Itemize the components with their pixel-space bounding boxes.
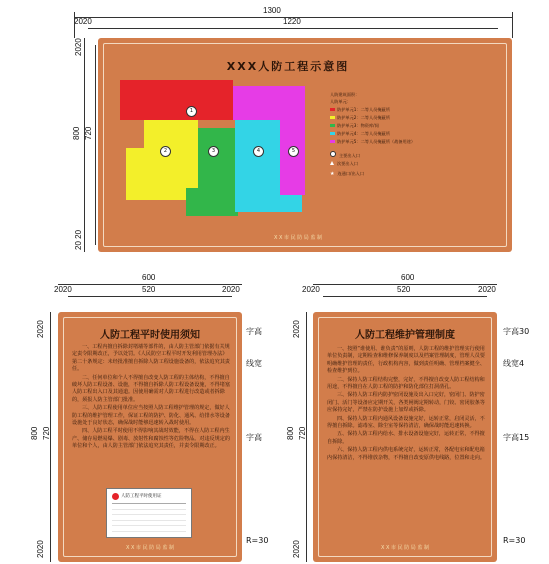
legend-swatch-2 <box>330 116 335 119</box>
maintenance-paragraph-4: 四、保持人防工程内通风设备设施完好，运转正常，启闭灵活，不得擅自拆除。滤毒室、除尘室等保持清洁，确保战时能迅速转换。 <box>327 415 485 430</box>
legend-marker-secondary-entrance <box>330 161 358 167</box>
legend-heading: 人防建筑面积： <box>330 92 360 97</box>
maintenance-rules-footer: X X 市 民 防 局 监 制 <box>381 545 429 551</box>
unit-4-label: 4 <box>253 146 264 157</box>
font-size-title-annotation: 字高30 <box>503 327 530 336</box>
maintenance-paragraph-1: 一、按照“谁使用、谁负责”的原则，人防工程的维护管理实行使用单位负责制，定期检查和维修保养制度以及档案管理制度，管理人员要明确维护管理的责任，行政机构内容，做到责任明确、管理档案健全、检查维护到位。 <box>327 346 485 375</box>
legend-label-2: 防护单元2：二等人员掩蔽所 <box>337 115 390 120</box>
right-height-line <box>306 312 307 562</box>
use-notice-panel <box>58 312 242 562</box>
certificate-title: 人防工程平时使用证 <box>121 494 162 499</box>
right-inner-width-dimension: 520 <box>397 285 411 294</box>
star-icon: ★ <box>330 171 335 177</box>
inner-width-dimension: 1220 <box>283 17 301 26</box>
left-extension-line <box>74 12 75 38</box>
left-height-line <box>50 312 51 562</box>
maintenance-rules-panel <box>313 312 497 562</box>
unit-3-zone-lower <box>186 188 238 216</box>
legend-label-1: 防护单元1：二等人员掩蔽所 <box>337 107 390 112</box>
inner-width-line <box>88 28 498 29</box>
font-size-body-annotation: 字高15 <box>503 433 530 442</box>
unit-5-label: 5 <box>288 146 299 157</box>
maintenance-rules-body <box>327 346 485 463</box>
map-title: XXX人防工程示意图 <box>226 60 350 73</box>
use-notice-title: 人防工程平时使用须知 <box>100 330 200 341</box>
inner-height-dimension: 720 <box>84 126 93 140</box>
use-notice-paragraph-1: 一、工程内擅自拆除封堵墙等部件的，由人防主管部门依据有关规定责令限期改正，予以处罚。《人民防空工程平时开发利用管理办法》第二十条规定：未经批准擅自拆除人防工程设施设备的，依法追究其责任。 <box>72 344 230 373</box>
secondary-entrance-icon <box>330 161 334 165</box>
left-inner-height-dimension: 720 <box>42 426 51 440</box>
use-notice-paragraph-4: 四、人防工程平时使用不得影响其战时效能，不得在人防工程内生产、储存易燃易爆、剧毒、放射性和腐蚀性等危险物品。对违反规定的单位和个人，由人防主管部门依法追究其责任，并责令限期改正。 <box>72 428 230 450</box>
right-margin-bottom-dimension: 2020 <box>292 540 301 558</box>
legend-swatch-5 <box>330 140 335 143</box>
connection-label: 连通口/出入口 <box>337 171 365 176</box>
main-entrance-icon <box>330 151 336 157</box>
legend-swatch-3 <box>330 124 335 127</box>
left-overall-height-dimension: 800 <box>30 426 39 440</box>
unit-2-label: 2 <box>160 146 171 157</box>
top-margin-dimension: 2020 <box>74 38 83 56</box>
secondary-entrance-label: 次要出入口 <box>337 161 358 166</box>
legend-label-4: 防护单元4：二等人员掩蔽所 <box>337 131 390 136</box>
left-font-body-annotation: 字高 <box>246 433 262 442</box>
left-margin-left-dimension: 2020 <box>54 285 72 294</box>
right-margin-top-dimension: 2020 <box>292 320 301 338</box>
right-overall-width-dimension: 600 <box>401 273 415 282</box>
use-notice-paragraph-3: 三、人防工程使用单位应当按照人防工程维护管理的规定，做好人防工程的维护管理工作，保证工程的防护、防化、通风、给排水等设备设施处于良好状态，确保战时能够迅速转入战时使用。 <box>72 405 230 427</box>
certificate-table <box>112 503 186 534</box>
right-inner-width-line <box>323 296 487 297</box>
left-margin-bottom-dimension: 2020 <box>36 540 45 558</box>
right-margin-left-dimension: 2020 <box>302 285 320 294</box>
corner-radius-annotation: R=30 <box>503 536 526 545</box>
line-width-annotation: 线宽4 <box>503 359 525 368</box>
left-line-width-annotation: 线宽 <box>246 359 262 368</box>
legend-item-4 <box>330 131 390 137</box>
height-line-outer <box>84 38 85 252</box>
use-notice-footer: X X 市 民 防 局 监 制 <box>126 545 174 551</box>
unit-3-label: 3 <box>208 146 219 157</box>
legend-item-1 <box>330 107 390 113</box>
overall-width-dimension: 1300 <box>263 6 281 15</box>
left-font-title-annotation: 字高 <box>246 327 262 336</box>
legend-label-3: 防护单元3：物资库/间 <box>337 123 379 128</box>
right-margin-right-dimension: 2020 <box>478 285 496 294</box>
right-inner-height-dimension: 720 <box>298 426 307 440</box>
use-notice-paragraph-2: 二、任何单位和个人不得擅自改变人防工程的主体结构，不得擅自破坏人防工程设备、设施，不得擅自拆除人防工程设备设施，不得堵塞人防工程出入口及其通道。因使用确需对人防工程进行改造或者拆除的，须报人防主管部门批准。 <box>72 374 230 403</box>
certificate-emblem-icon <box>112 493 119 500</box>
right-extension-line <box>512 12 513 38</box>
left-margin-top-dimension: 2020 <box>36 320 45 338</box>
legend-item-units: 人防单元： <box>330 99 351 104</box>
usage-certificate <box>106 488 192 538</box>
legend-item-5 <box>330 139 415 145</box>
map-footer: X X 市 民 防 局 监 制 <box>274 235 322 241</box>
map-panel <box>98 38 512 252</box>
top-margin-left-dimension: 2020 <box>74 17 92 26</box>
unit-5-zone-top <box>233 86 305 120</box>
legend-item-2 <box>330 115 390 121</box>
left-inner-width-dimension: 520 <box>142 285 156 294</box>
left-inner-width-line <box>68 296 232 297</box>
legend-item-3 <box>330 123 379 129</box>
legend-swatch-1 <box>330 108 335 111</box>
maintenance-paragraph-5: 五、保持人防工程内给水、排水设备设施完好，运转正常，不得擅自拆除。 <box>327 431 485 445</box>
bottom-margin-dimension: 20 20 <box>74 229 83 250</box>
main-entrance-label: 主要出入口 <box>339 153 360 158</box>
left-corner-radius-annotation: R=30 <box>246 536 269 545</box>
height-line-inner <box>95 45 96 245</box>
maintenance-paragraph-6: 六、保持人防工程内供电系统完好，运转正常，各配电室和配电箱内保持清洁，不得堆放杂物，不得擅自改变原供电线路，位置和走向。 <box>327 447 485 461</box>
unit-1-zone <box>120 80 233 120</box>
unit-1-label: 1 <box>186 106 197 117</box>
use-notice-body <box>72 344 230 452</box>
legend-label-5: 防护单元5：二等人员掩蔽所（战备用途） <box>337 139 416 144</box>
maintenance-rules-title: 人防工程维护管理制度 <box>355 330 455 341</box>
unit-5-zone <box>280 120 305 195</box>
legend-swatch-4 <box>330 132 335 135</box>
maintenance-paragraph-2: 二、保持人防工程结构完整，完好，不得擅自改变人防工程结构和用途，不得擅自在人防工程的防护和防化部位打洞凿孔。 <box>327 376 485 391</box>
left-margin-right-dimension: 2020 <box>222 285 240 294</box>
maintenance-paragraph-3: 三、保持人防工程内防护密闭设施及出入口完好，密闭门、防护密闭门、活门等设备应定期开关，各类闸阀定期转动，门铰、密闭胶条等应保持完好，严禁在防护设施上加焊或拆除。 <box>327 392 485 414</box>
right-overall-height-dimension: 800 <box>286 426 295 440</box>
legend-marker-connection <box>330 171 364 177</box>
unit-2-zone-ext <box>126 148 146 200</box>
left-overall-width-dimension: 600 <box>142 273 156 282</box>
legend-marker-main-entrance <box>330 151 360 159</box>
overall-height-dimension: 800 <box>72 126 81 140</box>
